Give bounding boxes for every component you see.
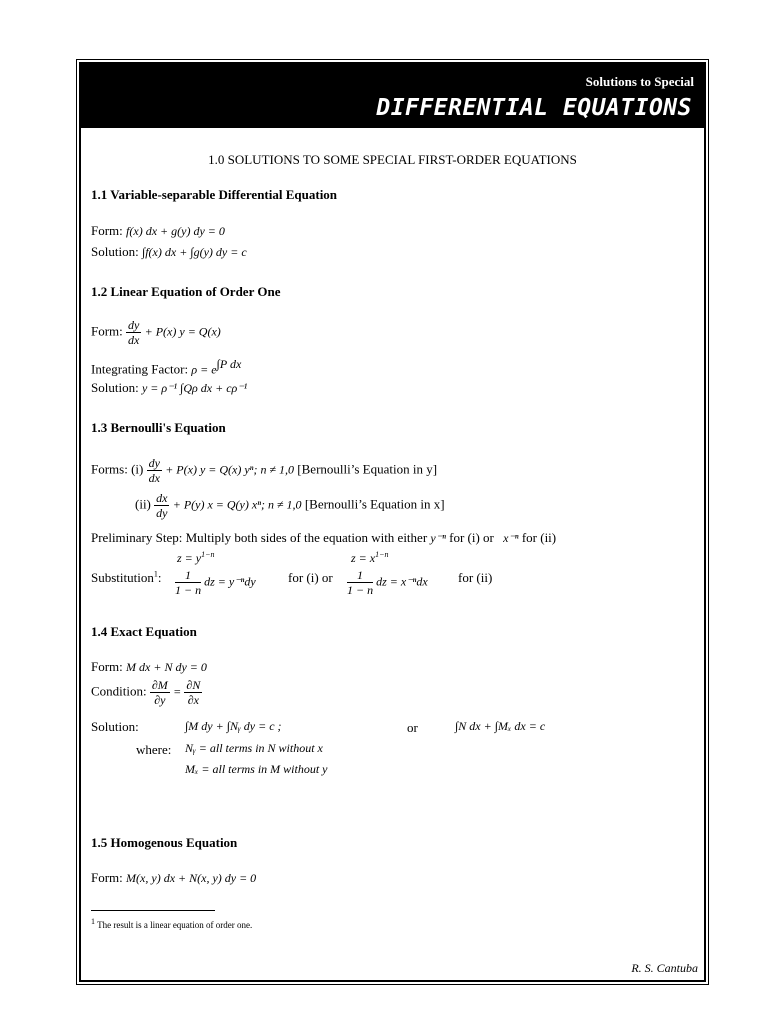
s11-form-equation: f(x) dx + g(y) dy = 0 xyxy=(126,224,225,238)
s13-prelim-for-i: for (i) or xyxy=(449,530,494,545)
s13-prelim-for-ii: for (ii) xyxy=(521,530,557,545)
s15-form-equation: M(x, y) dx + N(x, y) dy = 0 xyxy=(126,871,257,885)
s12-form-label: Form: xyxy=(91,323,123,339)
s13-sub-for-ii: for (ii) xyxy=(458,570,493,585)
s13-f2-numerator: dx xyxy=(156,491,168,505)
header-banner xyxy=(81,64,704,128)
s14-where-line2: Mₓ = all terms in M without y xyxy=(185,762,328,776)
s14-where-label: where: xyxy=(136,742,172,757)
s13-f2-note: [Bernoulli’s Equation in x] xyxy=(304,496,445,512)
page-frame xyxy=(79,62,706,982)
author-name: R. S. Cantuba xyxy=(631,961,698,975)
s13-sub-num1: 1 xyxy=(175,568,201,583)
s12-form-denominator: dx xyxy=(128,333,140,347)
s14-form-equation: M dx + N dy = 0 xyxy=(126,660,207,674)
s13-prelim-y: y⁻ⁿ xyxy=(430,531,446,545)
s14-solution-eq2: ∫N dx + ∫Mₓ dx = c xyxy=(455,719,546,733)
main-title: 1.0 SOLUTIONS TO SOME SPECIAL FIRST-ORDER EQUATIONS xyxy=(208,152,577,167)
s12-form-fraction xyxy=(126,318,141,347)
s13-form1-line xyxy=(91,456,437,485)
s12-solution-label: Solution: xyxy=(91,380,139,395)
section-heading-1-4: 1.4 Exact Equation xyxy=(91,624,197,639)
s13-sub-den1: 1 − n xyxy=(175,583,202,597)
s13-f1-fraction xyxy=(147,456,162,485)
s12-solution-line xyxy=(91,380,247,396)
s13-sub-z1-text: z = y xyxy=(177,551,202,565)
s12-if-label: Integrating Factor: xyxy=(91,361,189,377)
s13-f2-label: (ii) xyxy=(135,496,151,512)
s12-form-rest: + P(x) y = Q(x) xyxy=(144,324,221,339)
s14-where-line1: Nᵧ = all terms in N without x xyxy=(185,741,323,755)
s13-form2-line xyxy=(135,491,445,520)
s13-f2-rest: + P(y) x = Q(y) xⁿ; n ≠ 1,0 xyxy=(172,497,302,512)
s13-prelim-line xyxy=(91,530,556,546)
s14-cond-num2: ∂N xyxy=(186,678,201,692)
s14-cond-fraction2 xyxy=(184,678,202,707)
s13-prelim-x: x⁻ⁿ xyxy=(503,531,519,545)
footnote xyxy=(91,917,252,930)
s13-sub-z1-exp: 1−n xyxy=(201,550,215,559)
s13-sub-rest2: dz = x⁻ⁿdx xyxy=(376,574,428,589)
s15-form-label: Form: xyxy=(91,870,123,885)
s13-sub-eq1 xyxy=(175,568,256,597)
s14-cond-den2: ∂x xyxy=(187,693,200,707)
s13-sub-for-i: for (i) or xyxy=(288,570,333,585)
s11-solution-line xyxy=(91,244,247,260)
footnote-ref: 1 xyxy=(153,570,158,579)
s11-form-line xyxy=(91,223,225,239)
s13-sub-eq2 xyxy=(347,568,428,597)
s13-f2-fraction xyxy=(154,491,169,520)
s14-solution-eq1: ∫M dy + ∫Nᵧ dy = c ; xyxy=(185,719,282,733)
s13-f1-rest: + P(x) y = Q(x) yⁿ; n ≠ 1,0 xyxy=(165,462,295,477)
s13-sub-z2 xyxy=(351,550,389,566)
s14-cond-num1: ∂M xyxy=(151,678,168,692)
s13-f1-note: [Bernoulli’s Equation in y] xyxy=(297,461,438,477)
s14-cond-label: Condition: xyxy=(91,683,147,699)
s14-or: or xyxy=(407,720,418,735)
s13-sub-fraction1 xyxy=(175,568,201,597)
s12-if-equation: ρ = e xyxy=(191,362,217,377)
s13-sub-num2: 1 xyxy=(347,568,373,583)
s13-sub-rest1: dz = y⁻ⁿdy xyxy=(204,574,256,589)
footnote-mark: 1 xyxy=(91,917,95,926)
s12-form-numerator: dy xyxy=(128,318,140,332)
s12-if-exponent: ∫P dx xyxy=(216,357,242,371)
s13-sub-den2: 1 − n xyxy=(347,583,374,597)
s12-solution-equation: y = ρ⁻¹ ∫Qρ dx + cρ⁻¹ xyxy=(141,381,248,395)
s13-sub-label xyxy=(91,570,161,585)
s13-f1-numerator: dy xyxy=(148,456,160,470)
s13-substitution-line xyxy=(91,570,161,586)
s13-sub-colon: : xyxy=(157,570,162,586)
s13-prelim-text: Preliminary Step: Multiply both sides of the equation with either xyxy=(91,530,428,545)
s13-sub-z2-exp: 1−n xyxy=(375,550,389,559)
s14-solution-label: Solution: xyxy=(91,719,139,734)
s13-forms-label: Forms: (i) xyxy=(91,461,144,477)
footnote-text: The result is a linear equation of order one. xyxy=(97,920,253,930)
s12-form-line xyxy=(91,318,221,347)
s11-solution-equation: ∫f(x) dx + ∫g(y) dy = c xyxy=(141,245,247,259)
section-heading-1-2: 1.2 Linear Equation of Order One xyxy=(91,284,281,299)
s14-form-line xyxy=(91,659,207,675)
footnote-divider xyxy=(91,910,215,911)
section-heading-1-1: 1.1 Variable-separable Differential Equation xyxy=(91,187,338,202)
s13-f1-denominator: dx xyxy=(148,471,160,485)
s13-sub-label-text: Substitution xyxy=(91,570,154,586)
s14-form-label: Form: xyxy=(91,659,123,674)
s15-form-line xyxy=(91,870,256,886)
s11-form-label: Form: xyxy=(91,223,123,238)
s14-condition-line xyxy=(91,678,202,707)
s12-if-line xyxy=(91,357,241,377)
header-title: DIFFERENTIAL EQUATIONS xyxy=(376,95,692,121)
section-heading-1-5: 1.5 Homogenous Equation xyxy=(91,835,238,850)
header-subtitle: Solutions to Special xyxy=(585,74,694,89)
s14-cond-equals: = xyxy=(173,684,182,699)
s13-sub-z2-text: z = x xyxy=(351,551,376,565)
s13-sub-fraction2 xyxy=(347,568,373,597)
section-heading-1-3: 1.3 Bernoulli's Equation xyxy=(91,420,226,435)
s13-f2-denominator: dy xyxy=(156,506,168,520)
s14-cond-fraction1 xyxy=(150,678,170,707)
s13-sub-z1 xyxy=(177,550,215,566)
s14-cond-den1: ∂y xyxy=(154,693,166,707)
s11-solution-label: Solution: xyxy=(91,244,139,259)
